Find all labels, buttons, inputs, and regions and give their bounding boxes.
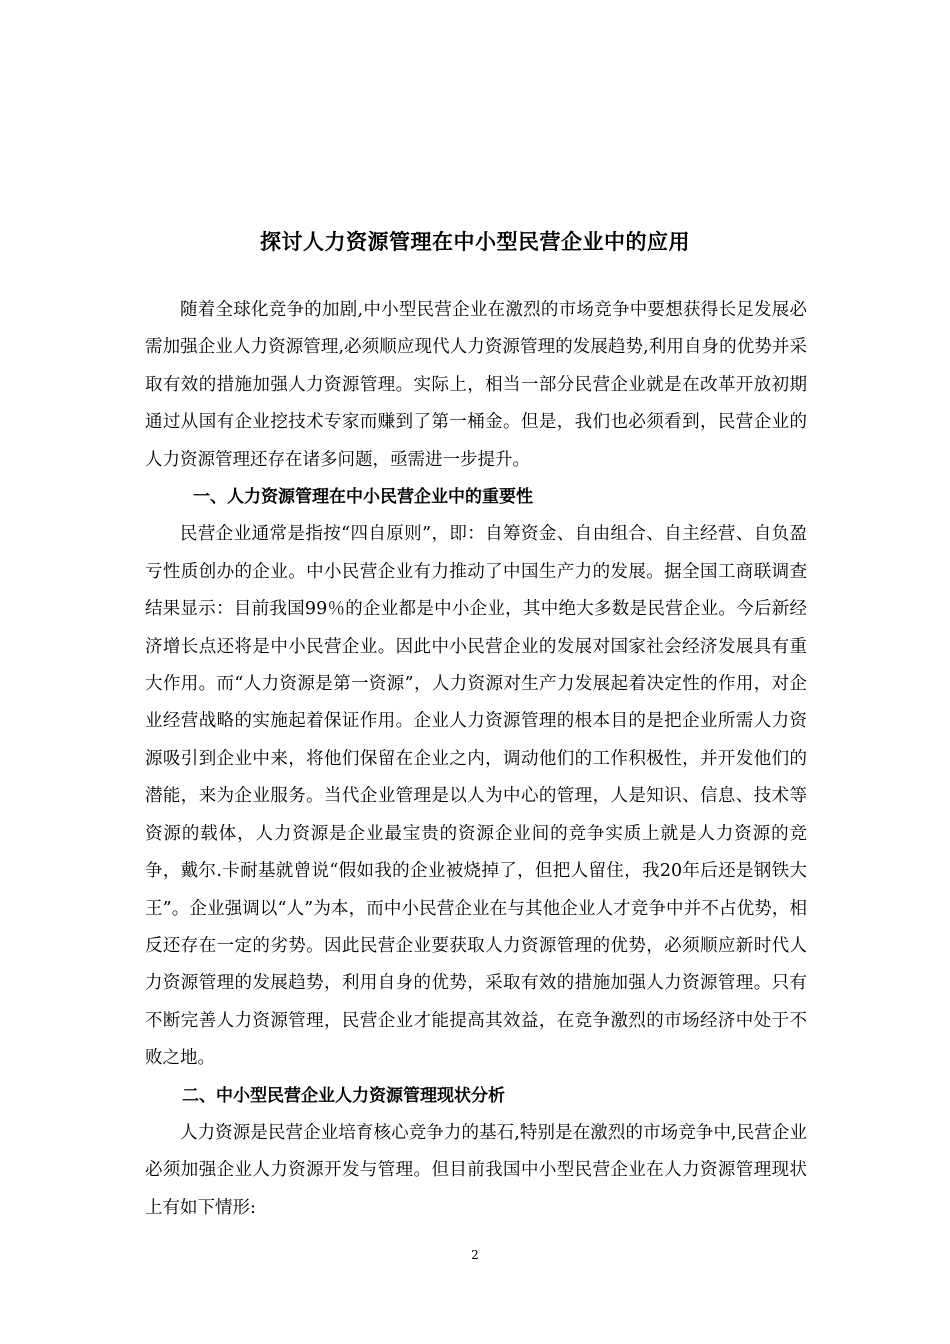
document-title: 探讨人力资源管理在中小型民营企业中的应用 [260,230,690,254]
document-body [145,292,807,1227]
intro-paragraph: 随着全球化竞争的加剧,中小型民营企业在激烈的市场竞争中要想获得长足发展必需加强企业人力资源管理,必须顺应现代人力资源管理的发展趋势,利用自身的优势并采取有效的措施加强人力资源管理。实际上，相当一部分民营企业就是在改革开放初期通过从国有企业挖技术专家而赚到了第一桶金。但是，我们也必须看到，民营企业的人力资源管理还存在诸多问题，亟需进一步提升。 [145,300,807,470]
section-1-heading: 一、人力资源管理在中小民营企业中的重要性 [193,487,533,508]
page-number: 2 [471,1248,479,1262]
section-2-heading: 二、中小型民营企业人力资源管理现状分析 [182,1085,505,1106]
section-1-paragraph: 民营企业通常是指按“四自原则”，即：自筹资金、自由组合、自主经营、自负盈亏性质创办的企业。中小民营企业有力推动了中国生产力的发展。据全国工商联调查结果显示：目前我国99％的企业都是中小企业，其中绝大多数是民营企业。今后新经济增长点还将是中小民营企业。因此中小民营企业的发展对国家社会经济发展具有重大作用。而“人力资源是第一资源”，人力资源对生产力发展起着决定性的作用，对企业经营战略的实施起着保证作用。企业人力资源管理的根本目的是把企业所需人力资源吸引到企业中来，将他们保留在企业之内，调动他们的工作积极性，并开发他们的潜能，来为企业服务。当代企业管理是以人为中心的管理，人是知识、信息、技术等资源的载体，人力资源是企业最宝贵的资源企业间的竞争实质上就是人力资源的竞争，戴尔.卡耐基就曾说“假如我的企业被烧掉了，但把人留住，我20年后还是钢铁大王”。企业强调以“人”为本，而中小民营企业在与其他企业人才竞争中并不占优势，相反还存在一定的劣势。因此民营企业要获取人力资源管理的优势，必须顺应新时代人力资源管理的发展趋势，利用自身的优势，采取有效的措施加强人力资源管理。只有不断完善人力资源管理，民营企业才能提高其效益，在竞争激烈的市场经济中处于不败之地。 [145,524,807,1069]
section-2-paragraph: 人力资源是民营企业培育核心竞争力的基石,特别是在激烈的市场竞争中,民营企业必须加强企业人力资源开发与管理。但目前我国中小型民营企业在人力资源管理现状上有如下情形: [145,1122,807,1218]
